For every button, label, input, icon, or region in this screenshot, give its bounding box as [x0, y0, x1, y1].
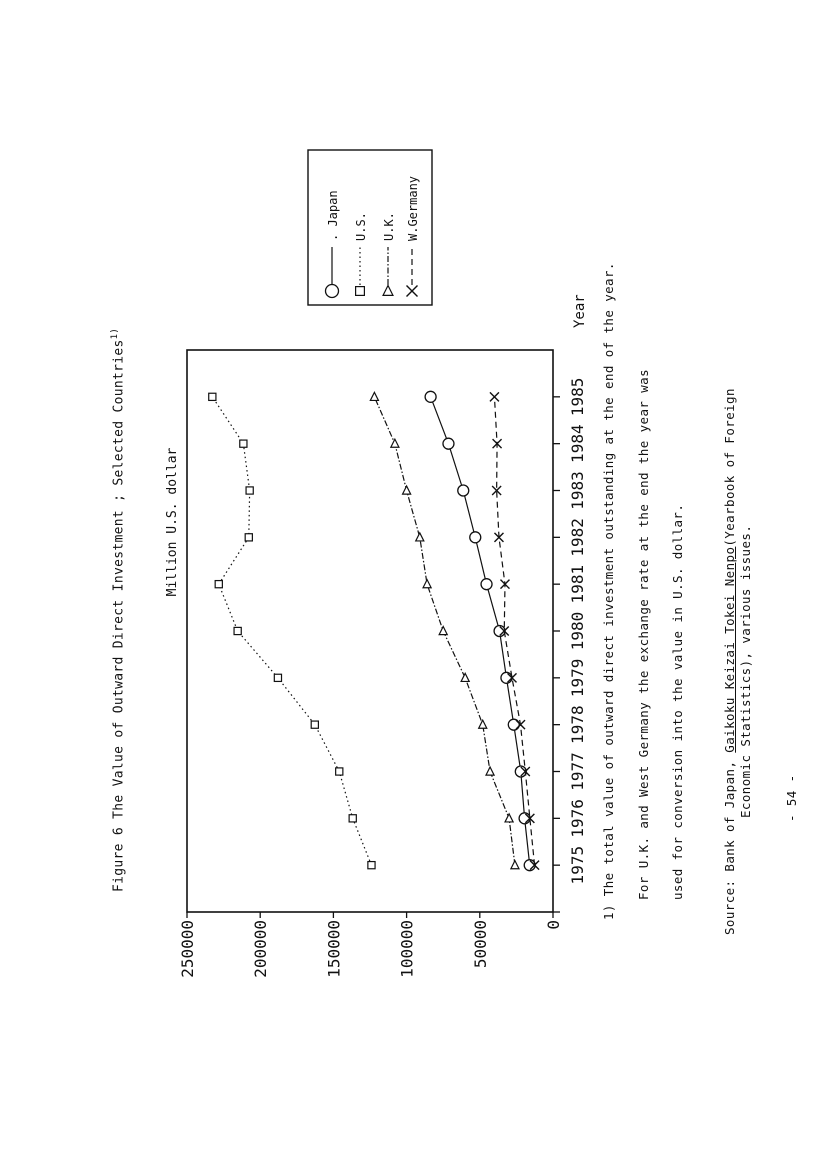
data-point-uk — [416, 533, 424, 541]
data-point-us — [215, 581, 222, 588]
data-point-wgermany — [490, 392, 499, 401]
data-point-us — [349, 815, 356, 822]
data-point-wgermany — [500, 580, 509, 589]
x-tick-label: 1981 — [568, 564, 587, 604]
data-point-us — [246, 487, 253, 494]
y-tick-label: 100000 — [397, 920, 417, 978]
data-point-japan — [481, 579, 492, 590]
legend — [308, 150, 432, 305]
source-prefix: Source: Bank of Japan, — [722, 760, 737, 935]
x-tick-label: 1976 — [568, 799, 587, 838]
data-point-uk — [403, 486, 411, 494]
data-point-us — [209, 393, 216, 400]
data-point-uk — [511, 861, 519, 869]
data-point-japan — [470, 532, 481, 543]
data-point-us — [234, 627, 241, 634]
footnote-2: For U.K. and West Germany the exchange rate at the end the year was — [636, 368, 651, 900]
legend-marker-japan — [326, 285, 339, 298]
x-axis-label: Year — [572, 294, 588, 328]
data-point-us — [274, 674, 281, 681]
y-tick-label: 0 — [544, 920, 563, 930]
y-axis-label: Million U.S. dollar — [165, 447, 180, 597]
page-number: - 54 - — [784, 774, 799, 822]
x-tick-label: 1984 — [568, 424, 587, 463]
data-point-japan — [443, 438, 454, 449]
x-tick-label: 1978 — [568, 705, 587, 744]
data-point-uk — [423, 580, 431, 588]
data-point-japan — [501, 672, 512, 683]
legend-label-japan: . Japan — [326, 190, 340, 241]
x-tick-label: 1983 — [568, 471, 587, 510]
data-point-uk — [505, 814, 513, 822]
source-line-1 — [722, 388, 737, 935]
data-point-uk — [479, 720, 487, 728]
footnote-1: 1) The total value of outward direct investment outstanding at the end of the year. — [601, 262, 616, 920]
title-footnote-mark: 1) — [110, 327, 120, 340]
source-suffix: (Yearbook of Foreign — [722, 388, 737, 547]
data-point-us — [368, 862, 375, 869]
legend-label-uk: U.K. — [382, 212, 396, 241]
y-tick-label: 250000 — [178, 920, 197, 978]
data-point-uk — [391, 439, 399, 447]
legend-label-wgermany: W.Germany — [406, 175, 420, 241]
data-point-japan — [425, 391, 436, 402]
x-tick-label: 1980 — [568, 611, 587, 651]
x-tick-label: 1985 — [568, 377, 587, 417]
source-line-2: Economic Statistics), various issues. — [738, 524, 753, 818]
source-publication: Gaikoku Keizai Tokei Nenpo — [722, 546, 737, 753]
y-tick-label: 50000 — [470, 920, 490, 969]
data-point-us — [311, 721, 318, 728]
footnote-3: used for conversion into the value in U.S. dollar. — [670, 503, 685, 900]
y-tick-label: 150000 — [324, 920, 344, 978]
data-point-uk — [370, 392, 378, 400]
data-point-us — [240, 440, 247, 447]
x-tick-label: 1975 — [568, 845, 587, 885]
data-point-uk — [461, 673, 469, 681]
x-tick-label: 1979 — [568, 658, 587, 698]
data-point-us — [245, 534, 252, 541]
data-point-us — [336, 768, 343, 775]
figure-title-text: Figure 6 The Value of Outward Direct Investment ; Selected Countries — [111, 339, 127, 892]
data-point-uk — [486, 767, 494, 775]
legend-label-us: U.S. — [354, 212, 368, 241]
data-point-uk — [439, 627, 447, 635]
data-point-japan — [458, 485, 469, 496]
x-tick-label: 1982 — [568, 518, 587, 557]
y-tick-label: 200000 — [251, 920, 271, 978]
x-tick-label: 1977 — [568, 752, 587, 791]
data-point-japan — [519, 813, 530, 824]
legend-marker-us — [356, 287, 365, 296]
